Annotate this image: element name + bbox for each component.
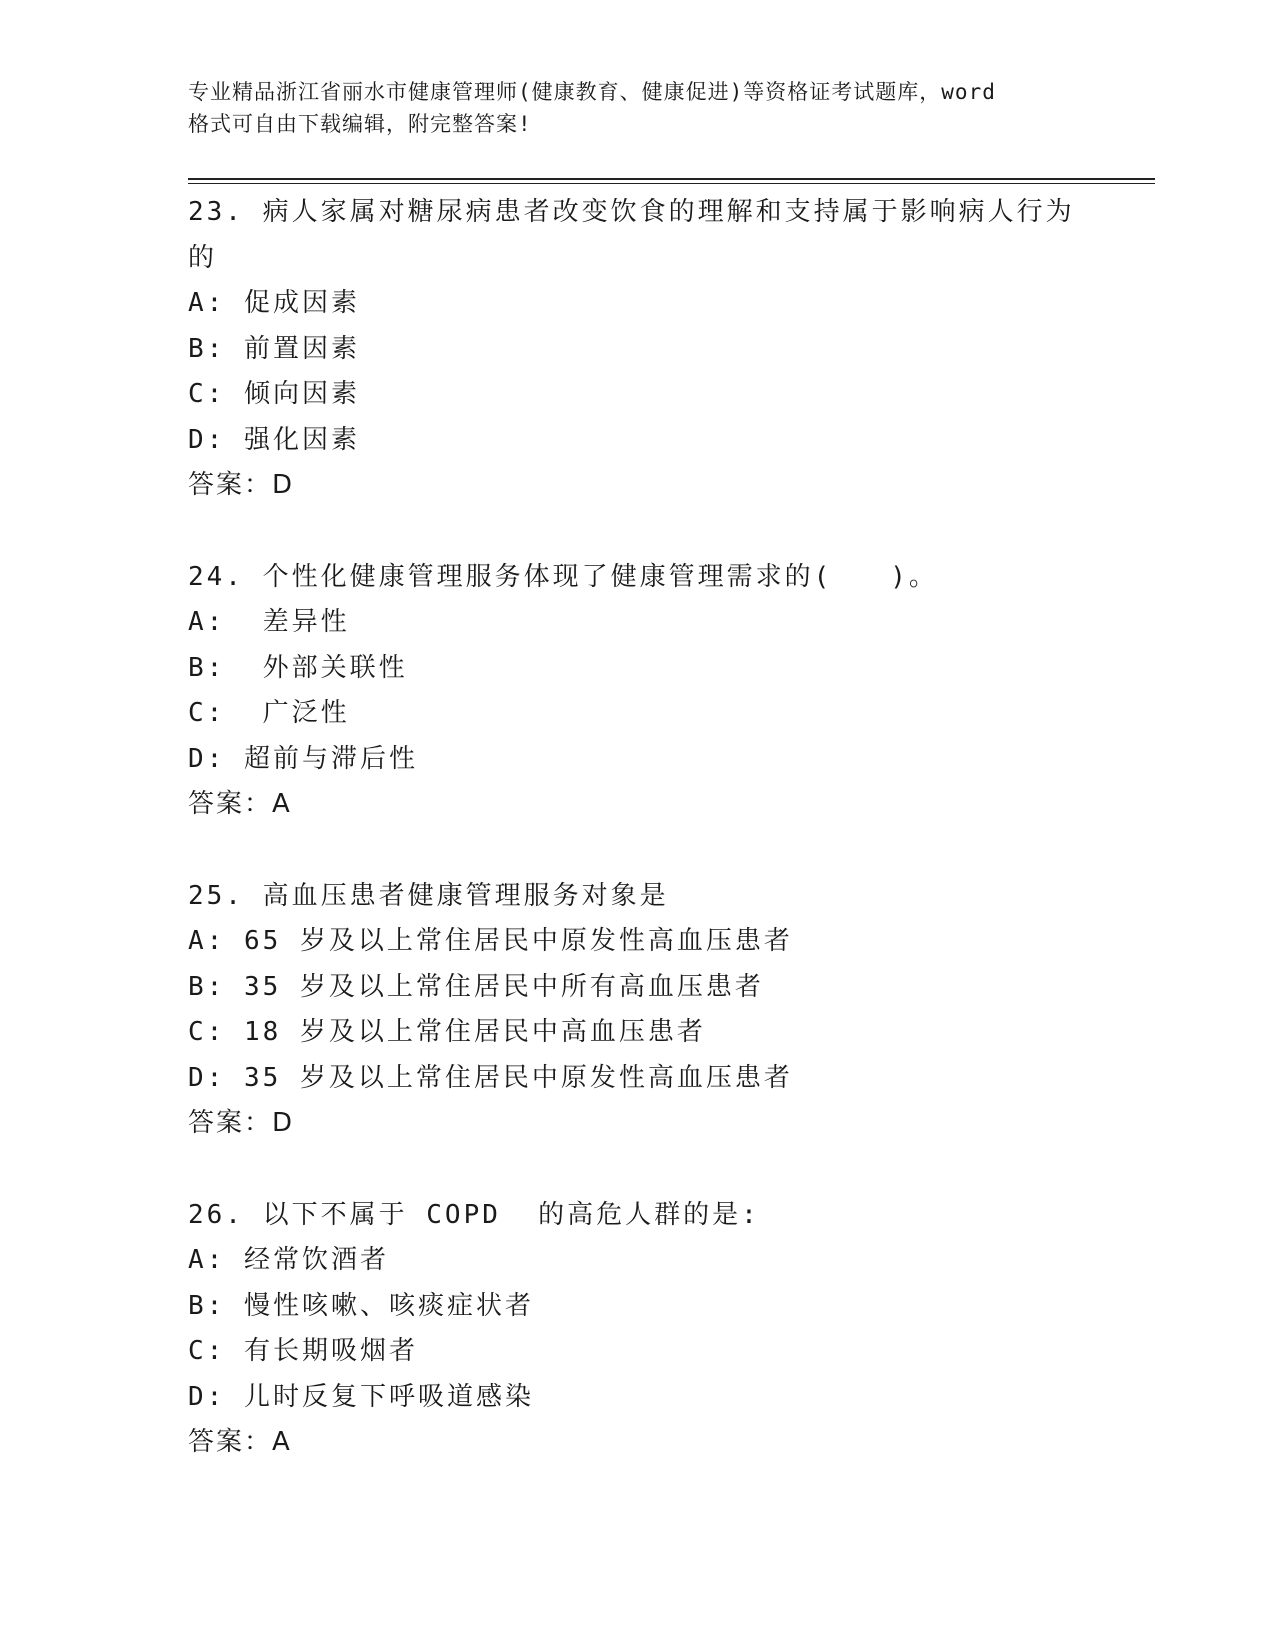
question-stem: 26. 以下不属于 COPD 的高危人群的是: <box>188 1199 760 1230</box>
option-b: B: 慢性咳嗽、咳痰症状者 <box>188 1290 534 1321</box>
question-24 <box>188 555 1088 828</box>
question-23 <box>188 190 1088 509</box>
option-d: D: 超前与滞后性 <box>188 743 418 774</box>
option-a: A: 经常饮酒者 <box>188 1245 389 1275</box>
answer-line: 答案：A <box>188 789 292 819</box>
header-line-1: 专业精品浙江省丽水市健康管理师(健康教育、健康促进)等资格证考试题库，word <box>188 80 996 104</box>
answer-line: 答案：D <box>188 470 295 500</box>
header-line-2: 格式可自由下载编辑，附完整答案! <box>188 112 532 136</box>
question-stem: 23. 病人家属对糖尿病患者改变饮食的理解和支持属于影响病人行为 <box>188 197 1075 227</box>
header-divider-thin <box>188 183 1155 184</box>
option-d: D: 35 岁及以上常住居民中原发性高血压患者 <box>188 1062 793 1093</box>
option-c: C: 有长期吸烟者 <box>188 1336 418 1366</box>
question-list <box>188 190 1088 1512</box>
answer-line: 答案：D <box>188 1108 295 1138</box>
option-b: B: 外部关联性 <box>188 652 408 683</box>
document-header <box>188 76 1088 140</box>
option-d: D: 强化因素 <box>188 424 360 455</box>
answer-line: 答案：A <box>188 1427 292 1457</box>
question-stem-continued: 的 <box>188 242 218 273</box>
option-c: C: 倾向因素 <box>188 379 360 409</box>
question-26 <box>188 1193 1088 1466</box>
question-stem: 25. 高血压患者健康管理服务对象是 <box>188 880 669 911</box>
header-divider-thick <box>188 178 1155 180</box>
option-b: B: 35 岁及以上常住居民中所有高血压患者 <box>188 971 764 1002</box>
option-d: D: 儿时反复下呼吸道感染 <box>188 1381 534 1412</box>
option-a: A: 65 岁及以上常住居民中原发性高血压患者 <box>188 926 793 956</box>
option-b: B: 前置因素 <box>188 333 360 364</box>
option-c: C: 广泛性 <box>188 698 350 728</box>
option-c: C: 18 岁及以上常住居民中高血压患者 <box>188 1017 706 1047</box>
option-a: A: 促成因素 <box>188 288 360 318</box>
option-a: A: 差异性 <box>188 607 350 637</box>
question-stem: 24. 个性化健康管理服务体现了健康管理需求的( )。 <box>188 561 938 592</box>
question-25 <box>188 874 1088 1147</box>
